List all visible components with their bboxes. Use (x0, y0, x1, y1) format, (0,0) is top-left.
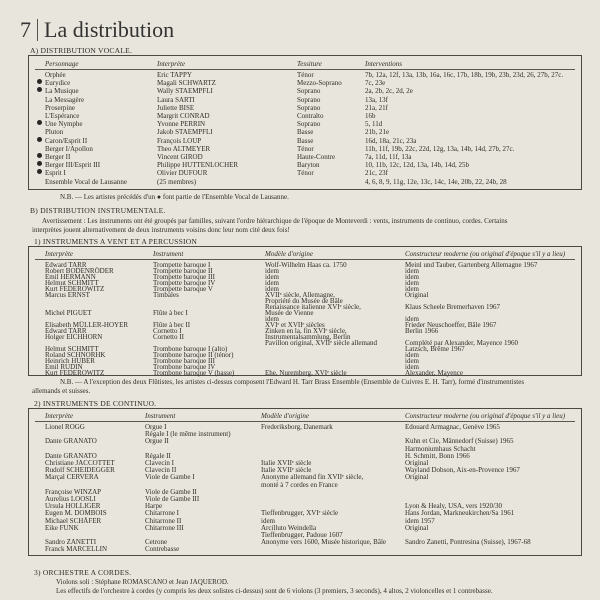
sectionA-cell-singer: Magali SCHWARTZ (157, 79, 216, 88)
sectionA-row (29, 169, 581, 177)
section2-cell-i: Chitarrone II (145, 516, 182, 525)
section1-cell-p: Helmut SCHMITT (45, 345, 99, 353)
sectionA-cell-char: Esprit I (45, 169, 66, 178)
wind-note-1: N.B. — A l'exception des deux Flûtistes, les artistes ci-dessus composent l'Edward H. Tarr Brass Ensemble (Ensemble de Cuivres E. H. Tarr), formé d'instrumentistes (60, 378, 525, 386)
sectionA-row (29, 128, 581, 136)
section1-cell-m: XVIIᵉ siècle, Allemagne, (265, 291, 335, 299)
ensemble-member-dot (37, 137, 42, 142)
section1-cell-m: Wolf-Wilhelm Haas ca. 1750 (265, 261, 347, 269)
section1-cell-m: XVIᵉ et XVIIᵉ siècles (265, 321, 325, 329)
section2-cell-i: Orgue II (145, 437, 169, 446)
section2-cell-m: Anonyme vers 1600, Musée historique, Bâle (261, 538, 387, 547)
sectionA-cell-char: L'Espérance (45, 112, 80, 120)
section1-cell-p: Holger EICHHORN (45, 333, 103, 341)
section2-cell-c: Lyon & Healy, USA, vers 1920/30 (405, 502, 502, 511)
sectionA-cell-parts: 21b, 21e (365, 128, 390, 137)
section2-cell-p: Ursula HOLLIGER (45, 502, 101, 511)
sectionA-cell-voice: Ténor (297, 144, 314, 153)
section1-cell-i: Trompette baroque III (153, 273, 215, 281)
section2-cell-i: Viole de Gambe I (145, 473, 195, 482)
section1-cell-p: Kurt FEDEROWITZ (45, 369, 105, 377)
section2-cell-m: idem (261, 516, 275, 525)
section1-cell-c: idem (405, 363, 419, 371)
sectionA-row (29, 87, 581, 95)
section2-header-row (29, 412, 581, 420)
sectionA-row (29, 96, 581, 104)
section2-cell-p: Eugen M. DOMBOIS (45, 509, 107, 518)
sectionA-cell-char: Berger II (45, 153, 71, 161)
section1-cell-i: Trombone baroque I (alto) (153, 345, 228, 353)
sectionA-cell-voice: Contralto (297, 112, 324, 120)
sectionA-cell-voice: Baryton (297, 161, 320, 170)
sectionA-cell-parts: 16b (365, 112, 376, 120)
section2-cell-m: Italie XVIIᵉ siècle (261, 459, 312, 467)
sectionA-cell-parts: 10, 11b, 12c, 12d, 13a, 14b, 14d, 25b (365, 161, 469, 170)
section1-cell-i: Trompette baroque II (153, 267, 213, 275)
sectionA-row (29, 120, 581, 128)
section1-cell-m: Pavillon original, XVIIᵉ siècle allemand (265, 339, 378, 347)
section1-cell-m: idem (265, 315, 279, 323)
section-b-title: B) DISTRIBUTION INSTRUMENTALE. (30, 206, 166, 215)
sectionA-col-header: Interprète (157, 60, 185, 68)
sectionA-cell-parts: 13a, 13f (365, 95, 388, 104)
ensemble-member-dot (37, 161, 42, 166)
section2-cell-p: Françoise WINZAP (45, 487, 102, 496)
sectionA-cell-parts: 11b, 11f, 19b, 22c, 22d, 12g, 13a, 14b, 14d, 27b, 27c. (365, 144, 515, 153)
section-a-title: A) DISTRIBUTION VOCALE. (30, 46, 133, 55)
section1-cell-m: Zinken en la, fin XVIᵉ siècle, (265, 327, 347, 335)
sectionA-row (29, 161, 581, 169)
section2-cell-i: Harpe (145, 502, 163, 511)
section2-cell-p: Aurelius LOOSLI (45, 495, 96, 503)
section1-cell-i: Trompette baroque I (153, 261, 211, 269)
sectionA-col-header: Tessiture (297, 60, 322, 68)
sectionA-cell-singer: Wally STAEMPFLI (157, 87, 213, 96)
section1-cell-c: Klaus Scheele Bremerhaven 1967 (405, 303, 501, 311)
section2-cell-p: Christiane JACCOTTET (45, 459, 115, 467)
sectionA-cell-char: Proserpine (45, 103, 75, 112)
sectionA-cell-char: Ensemble Vocal de Lausanne (45, 177, 127, 186)
warning-text-1: Avertissement : Les instruments ont été groupés par familles, suivant l'ordre hiérarchique de l'époque de Monteverdi : vents, instruments de continuo, cordes. Certains (42, 217, 508, 225)
sectionA-cell-parts: 4, 6, 8, 9, 11g, 12e, 13c, 14c, 14e, 20b, 22, 24b, 28 (365, 177, 507, 186)
section1-header-rule (35, 259, 575, 260)
sectionA-cell-singer: Eric TAPPY (157, 71, 192, 79)
section1-cell-m: Ehe, Nuremberg, XVIᵉ siècle (265, 369, 347, 377)
section2-col-header: Modèle d'origine (261, 412, 309, 420)
sectionA-row (29, 153, 581, 161)
sectionA-header-row (29, 60, 581, 68)
section1-cell-p: Emil HERMANN (45, 273, 96, 281)
section2-cell-i: Chitarrone III (145, 523, 184, 532)
section2-cell-c: H. Schmitt, Bonn 1966 (405, 451, 470, 460)
section1-cell-c: Original (405, 291, 429, 299)
sectionA-cell-singer: Margrit CONRAD (157, 112, 210, 120)
sectionA-row (29, 112, 581, 120)
sectionA-cell-voice: Basse (297, 128, 314, 137)
section1-row (29, 369, 581, 377)
warning-text-2: interprètes jouent alternativement de deux instruments voisins donc leur nom cité deux fois! (32, 226, 290, 234)
section1-cell-m: Renaissance italienne XVIᵉ siècle, (265, 303, 361, 311)
section1-cell-m: idem (265, 267, 279, 275)
sectionA-cell-parts: 5, 11d (365, 120, 383, 129)
sectionA-row (29, 137, 581, 145)
section2-cell-c: Kuhn et Cie, Männedorf (Suisse) 1965 (405, 437, 514, 446)
sectionA-cell-voice: Soprano (297, 95, 321, 104)
sectionA-cell-singer: Juliette BISE (157, 103, 195, 112)
sectionA-row (29, 104, 581, 112)
section2-cell-p: Franck MARCELLIN (45, 545, 108, 554)
section1-cell-m: idem (265, 279, 279, 287)
section1-cell-p: Robert BODENRÖDER (45, 267, 114, 275)
section2-cell-i: Viole de Gambe III (145, 495, 200, 503)
section2-cell-c: Harmoniumhaus Schacht (405, 444, 476, 453)
sectionA-cell-singer: (25 membres) (157, 177, 197, 186)
sectionA-row (29, 178, 581, 186)
sectionA-row (29, 145, 581, 153)
sectionA-cell-char: La Musique (45, 87, 79, 96)
ensemble-member-dot (37, 79, 42, 84)
continuo-table (28, 408, 582, 556)
section1-cell-c: Alexander, Mayence (405, 369, 464, 377)
sectionA-cell-char: La Messagère (45, 95, 85, 104)
section2-cell-p: Sandro ZANETTI (45, 538, 97, 547)
sectionA-cell-parts: 2a, 2b, 2c, 2d, 2e (365, 87, 413, 96)
sectionA-cell-char: Une Nymphe (45, 120, 83, 129)
section1-cell-p: Edward TARR (45, 327, 87, 335)
section1-col-header: Instrument (153, 250, 184, 258)
section1-cell-p: Heinrich HUBER (45, 357, 95, 365)
sectionA-cell-char: Berger I/Apollon (45, 144, 93, 153)
sectionA-cell-singer: Laura SARTI (157, 95, 195, 104)
sectionA-cell-singer: Philippe HUTTENLOCHER (157, 161, 239, 170)
section2-cell-m: Frederiksborg, Danemark (261, 423, 333, 431)
sectionA-cell-singer: Vincent GIROD (157, 153, 203, 161)
section1-cell-c: Berlin 1966 (405, 327, 439, 335)
section1-cell-m: Musée de Vienne (265, 309, 314, 317)
section2-cell-c: Edouard Armagnac, Genève 1965 (405, 423, 500, 431)
section2-cell-p: Rudolf SCHEIDEGGER (45, 466, 115, 475)
section1-cell-m: idem (265, 285, 279, 293)
section1-cell-c: idem (405, 315, 419, 323)
section1-cell-p: Roland SCHNORHK (45, 351, 106, 359)
section1-cell-i: Trombone baroque V (basse) (153, 369, 235, 377)
section2-cell-i: Orgue I (145, 423, 167, 431)
section2-cell-i: Cetrone (145, 538, 168, 547)
section1-cell-c: idem (405, 351, 419, 359)
section1-cell-c: Complété par Alexander, Mayence 1960 (405, 339, 519, 347)
section1-cell-i: Cornetto I (153, 327, 182, 335)
section2-cell-c: Hans Jordan, Markneukirchen/Sa 1961 (405, 509, 515, 518)
sectionA-col-header: Personnage (45, 60, 79, 68)
sectionA-cell-char: Pluton (45, 128, 64, 137)
ensemble-member-dot (37, 169, 42, 174)
sectionA-cell-char: Orphée (45, 71, 66, 79)
sectionA-cell-char: Berger III/Esprit III (45, 161, 101, 170)
sectionA-col-header: Interventions (365, 60, 402, 68)
section1-cell-i: Flûte à bec I (153, 309, 188, 317)
sectionA-cell-char: Eurydice (45, 79, 71, 88)
sectionA-cell-parts: 7a, 11d, 11f, 13a (365, 153, 412, 161)
section2-header-rule (35, 421, 575, 422)
section2-cell-i: Clavecin II (145, 466, 177, 475)
sectionA-cell-voice: Soprano (297, 103, 321, 112)
section1-cell-c: idem (405, 279, 419, 287)
section2-cell-i: Chitarrone I (145, 509, 180, 518)
section2-cell-i: Viole de Gambe II (145, 487, 197, 496)
section2-col-header: Instrument (145, 412, 176, 420)
section2-cell-p: Michael SCHÄFER (45, 516, 102, 525)
section2-cell-c: Original (405, 473, 429, 482)
section2-cell-m: Anonyme allemand fin XVIIᵉ siècle, (261, 473, 364, 482)
sectionA-cell-parts: 16d, 18a, 21c, 23a (365, 136, 417, 145)
header-divider (37, 19, 38, 41)
section1-cell-p: Kurt FEDEROWITZ (45, 285, 105, 293)
sectionA-cell-singer: Yvonne PERRIN (157, 120, 206, 129)
ensemble-member-dot (37, 153, 42, 158)
page-title: La distribution (44, 17, 175, 42)
section2-cell-m: Arcilluto Weindella (261, 523, 317, 532)
ensemble-member-dot (37, 87, 42, 92)
section1-col-header: Interprète (45, 250, 73, 258)
section1-cell-m: Instrumentalsammlung, Berlin (265, 333, 351, 341)
sectionA-header-rule (35, 69, 575, 70)
vocal-note: N.B. — Les artistes précédés d'un ● font partie de l'Ensemble Vocal de Lausanne. (60, 193, 289, 201)
section1-cell-i: Trombone baroque II (ténor) (153, 351, 234, 359)
sectionA-cell-char: Caron/Esprit II (45, 136, 88, 145)
section2-cell-p: Dante GRANATO (45, 437, 97, 446)
section1-cell-c: Latzsch, Brême 1967 (405, 345, 465, 353)
wind-note-2: allemands et suisses. (32, 387, 91, 395)
strings-effectifs: Les effectifs de l'orchestre à cordes (y compris les deux solistes ci-dessus) sont de 6 violons (3 premiers, 3 seconds), 4 altos, 2 violoncelles et 1 contrebasse. (56, 587, 493, 595)
sectionA-cell-parts: 21c, 23f (365, 169, 388, 178)
section1-cell-c: idem (405, 357, 419, 365)
section-number: 7 (20, 17, 31, 42)
section2-cell-p: Lionel ROGG (45, 423, 85, 431)
section2-cell-c: Wayland Dobson, Aix-en-Provence 1967 (405, 466, 520, 475)
section1-cell-p: Helmut SCHMITT (45, 279, 99, 287)
section-1-title: 1) INSTRUMENTS A VENT ET A PERCUSSION (34, 237, 198, 246)
sectionA-cell-parts: 7b, 12a, 12f, 13a, 13b, 16a, 16c, 17b, 18b, 19b, 23b, 23d, 26, 27b, 27c. (365, 71, 564, 79)
section1-cell-p: Emil RUDIN (45, 363, 83, 371)
sectionA-cell-voice: Haute-Contre (297, 153, 336, 161)
strings-soloists: Violons soli : Stéphane ROMASCANO et Jean JAQUEROD. (56, 578, 229, 586)
section2-cell-i: Clavecin I (145, 459, 174, 467)
section2-cell-i: Régale I (le même instrument) (145, 430, 231, 439)
section2-cell-m: Tieffenbrugger, Padoue 1607 (261, 531, 343, 539)
section1-cell-m: idem (265, 273, 279, 281)
section2-cell-i: Régale II (145, 451, 171, 460)
section2-cell-m: monté à 7 cordes en France (261, 480, 338, 489)
page-header (20, 18, 174, 42)
section2-col-header: Constructeur moderne (ou original d'époque s'il y a lieu) (405, 412, 566, 420)
sectionA-cell-parts: 21a, 21f (365, 103, 388, 112)
section1-cell-p: Michel PIGUET (45, 309, 92, 317)
section2-cell-m: Tieffenbrugger, XVIᵉ siècle (261, 509, 339, 518)
section1-cell-i: Trompette baroque V (153, 285, 213, 293)
section2-cell-c: Original (405, 523, 429, 532)
section1-cell-i: Trompette baroque IV (153, 279, 216, 287)
section1-cell-i: Timbales (153, 291, 179, 299)
sectionA-cell-voice: Mezzo-Soprano (297, 79, 342, 88)
section1-cell-m: Propriété du Musée de Bâle (265, 297, 343, 305)
section2-cell-p: Marçal CERVERA (45, 473, 99, 482)
section2-cell-p: Eike FUNK (45, 523, 79, 532)
section1-cell-i: Cornetto II (153, 333, 184, 341)
wind-instruments-table (28, 246, 582, 376)
sectionA-cell-voice: Ténor (297, 169, 314, 178)
section1-cell-i: Flûte à bec II (153, 321, 191, 329)
section2-cell-c: idem 1957 (405, 516, 435, 525)
section1-cell-c: Meinl und Tauber, Gartenberg Allemagne 1967 (405, 261, 538, 269)
sectionA-cell-voice: Soprano (297, 120, 321, 129)
ensemble-member-dot (37, 120, 42, 125)
sectionA-row (29, 71, 581, 79)
section2-col-header: Interprète (45, 412, 73, 420)
sectionA-cell-voice: Basse (297, 136, 314, 145)
section1-cell-p: Marcus ERNST (45, 291, 90, 299)
section2-cell-m: Italie XVIIᵉ siècle (261, 466, 312, 475)
section1-cell-i: Trombone baroque III (153, 357, 215, 365)
section-2-title: 2) INSTRUMENTS DE CONTINUO. (34, 399, 157, 408)
sectionA-cell-voice: Soprano (297, 87, 321, 96)
section2-row (29, 545, 581, 553)
section1-cell-p: Elisabeth MÜLLER-HOYER (45, 321, 129, 329)
section2-cell-i: Contrebasse (145, 545, 180, 554)
section2-cell-c: Original (405, 459, 429, 467)
section1-cell-c: idem (405, 273, 419, 281)
section1-cell-c: idem (405, 267, 419, 275)
section2-cell-p: Dante GRANATO (45, 451, 97, 460)
sectionA-cell-singer: Jakob STAEMPFLI (157, 128, 213, 137)
section1-cell-i: Trombone baroque IV (153, 363, 216, 371)
section1-cell-c: Frieder Neuschoeffer, Bâle 1967 (405, 321, 497, 329)
sectionA-cell-singer: François LOUP (157, 136, 202, 145)
section-3-title: 3) ORCHESTRE A CORDES. (34, 568, 132, 577)
section1-cell-p: Edward TARR (45, 261, 87, 269)
section1-header-row (29, 250, 581, 258)
sectionA-cell-parts: 7c, 23e (365, 79, 386, 88)
sectionA-cell-voice: Ténor (297, 71, 314, 79)
section1-col-header: Constructeur moderne (ou original d'époque s'il y a lieu) (405, 250, 566, 258)
section1-col-header: Modèle d'origine (265, 250, 313, 258)
section2-cell-c: Sandro Zanetti, Pontresina (Suisse), 1967-68 (405, 538, 531, 547)
section1-cell-c: idem (405, 285, 419, 293)
sectionA-row (29, 79, 581, 87)
sectionA-cell-singer: Theo ALTMEYER (157, 144, 211, 153)
vocal-cast-table (28, 55, 582, 190)
sectionA-cell-singer: Olivier DUFOUR (157, 169, 208, 178)
